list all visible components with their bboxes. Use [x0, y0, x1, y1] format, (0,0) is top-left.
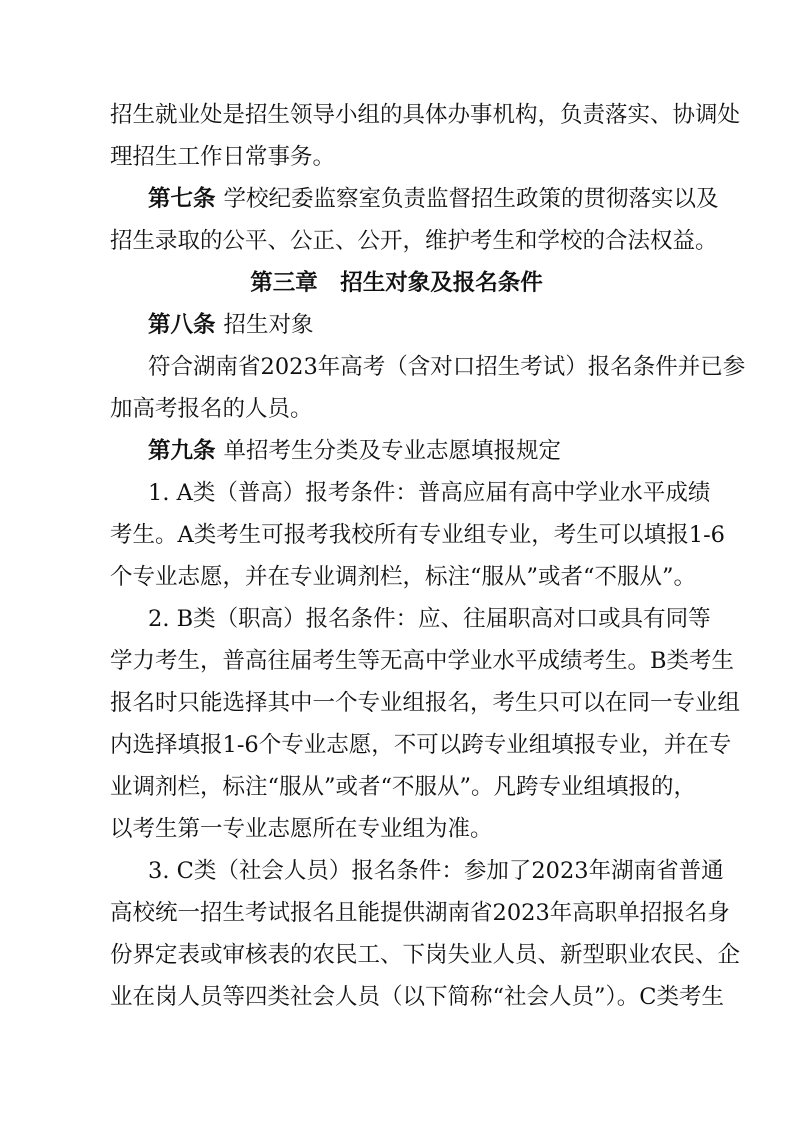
article-label: 第九条	[148, 438, 216, 464]
line-text: 第三章 招生对象及报名条件	[250, 270, 543, 296]
text-line	[110, 394, 686, 424]
article-label: 第七条	[148, 186, 216, 212]
text-line	[110, 562, 697, 592]
text-line	[110, 688, 741, 718]
line-text: 招生就业处是招生领导小组的具体办事机构，负责落实、协调处	[110, 102, 741, 128]
text-line	[110, 982, 724, 1012]
text-line	[110, 898, 730, 928]
line-text: 符合湖南省2023年高考（含对口招生考试）报名条件并已参	[148, 354, 746, 380]
text-line	[148, 310, 686, 340]
chapter-heading	[0, 268, 793, 298]
line-text: 报名时只能选择其中一个专业组报名，考生只可以在同一专业组	[110, 690, 741, 716]
line-text: 招生对象	[223, 312, 314, 338]
text-line	[148, 478, 711, 508]
line-text: 份界定表或审核表的农民工、下岗失业人员、新型职业农民、企	[110, 942, 741, 968]
text-line	[148, 184, 719, 214]
text-line	[148, 436, 686, 466]
line-text: 2. B类（职高）报名条件：应、往届职高对口或具有同等	[148, 606, 711, 632]
line-text: 内选择填报1-6个专业志愿，不可以跨专业组填报专业，并在专	[110, 732, 732, 758]
text-line	[110, 100, 741, 130]
line-text: 学校纪委监察室负责监督招生政策的贯彻落实以及	[223, 186, 719, 212]
line-text: 加高考报名的人员。	[110, 396, 313, 422]
line-text: 单招考生分类及专业志愿填报规定	[223, 438, 562, 464]
line-text: 以考生第一专业志愿所在专业组为准。	[110, 816, 493, 842]
text-line	[110, 814, 686, 844]
text-line	[110, 646, 735, 676]
line-text: 考生。A类考生可报考我校所有专业组专业，考生可以填报1-6	[110, 522, 725, 548]
text-line	[148, 856, 724, 886]
line-text: 3. C类（社会人员）报名条件：参加了2023年湖南省普通	[148, 858, 724, 884]
text-line	[148, 352, 746, 382]
text-line	[110, 940, 741, 970]
line-text: 理招生工作日常事务。	[110, 144, 336, 170]
line-text: 高校统一招生考试报名且能提供湖南省2023年高职单招报名身	[110, 900, 730, 926]
line-text: 个专业志愿，并在专业调剂栏，标注“服从”或者“不服从”。	[110, 564, 697, 590]
text-line	[110, 520, 725, 550]
line-text: 1. A类（普高）报考条件：普高应届有高中学业水平成绩	[148, 480, 711, 506]
line-text: 学力考生，普高往届考生等无高中学业水平成绩考生。B类考生	[110, 648, 735, 674]
line-text: 业在岗人员等四类社会人员（以下简称“社会人员”）。C类考生	[110, 984, 724, 1010]
line-text: 招生录取的公平、公正、公开，维护考生和学校的合法权益。	[110, 228, 718, 254]
text-line	[110, 226, 718, 256]
text-line	[110, 730, 732, 760]
article-label: 第八条	[148, 312, 216, 338]
text-line	[148, 604, 711, 634]
text-line	[110, 772, 697, 802]
text-line	[110, 142, 686, 172]
line-text: 业调剂栏，标注“服从”或者“不服从”。凡跨专业组填报的，	[110, 774, 697, 800]
